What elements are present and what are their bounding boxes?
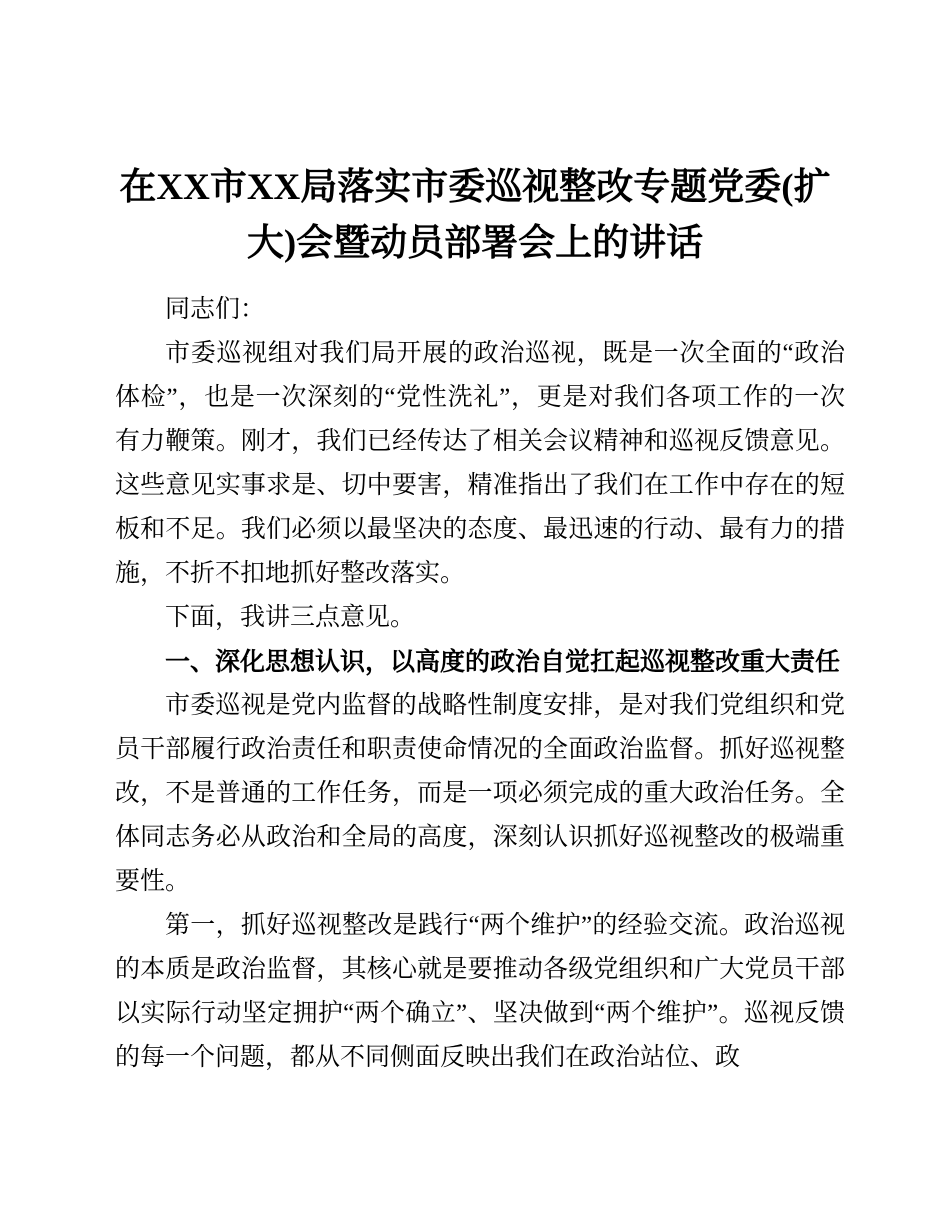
document-body xyxy=(115,288,845,1080)
salutation: 同志们： xyxy=(165,296,266,323)
paragraph-section1-body: 市委巡视是党内监督的战略性制度安排，是对我们党组织和党员干部履行政治责任和职责使命情况的全面政治监督。抓好巡视整改，不是普通的工作任务，而是一项必须完成的重大政治任务。全体同志务必从政治和全局的高度，深刻认识抓好巡视整改的极端重要性。 xyxy=(115,692,845,895)
paragraph-point-one: 第一，抓好巡视整改是践行“两个维护”的经验交流。政治巡视的本质是政治监督，其核心就是要推动各级党组织和广大党员干部以实际行动坚定拥护“两个确立”、坚决做到“两个维护”。巡视反馈的每一个问题，都从不同侧面反映出我们在政治站位、政 xyxy=(115,912,845,1071)
section-heading-1: 一、深化思想认识，以高度的政治自觉扛起巡视整改重大责任 xyxy=(165,648,841,676)
document-title xyxy=(95,160,855,272)
document-title-line-1: 在XX市XX局落实市委巡视整改专题党委(扩 xyxy=(119,167,831,208)
paragraph-transition: 下面，我讲三点意见。 xyxy=(165,604,416,631)
document-title-line-2: 大)会暨动员部署会上的讲话 xyxy=(246,223,704,264)
paragraph-intro: 市委巡视组对我们局开展的政治巡视，既是一次全面的“政治体检”，也是一次深刻的“党性洗礼”，更是对我们各项工作的一次有力鞭策。刚才，我们已经传达了相关会议精神和巡视反馈意见。这些意见实事求是、切中要害，精准指出了我们在工作中存在的短板和不足。我们必须以最坚决的态度、最迅速的行动、最有力的措施，不折不扣地抓好整改落实。 xyxy=(115,340,845,587)
